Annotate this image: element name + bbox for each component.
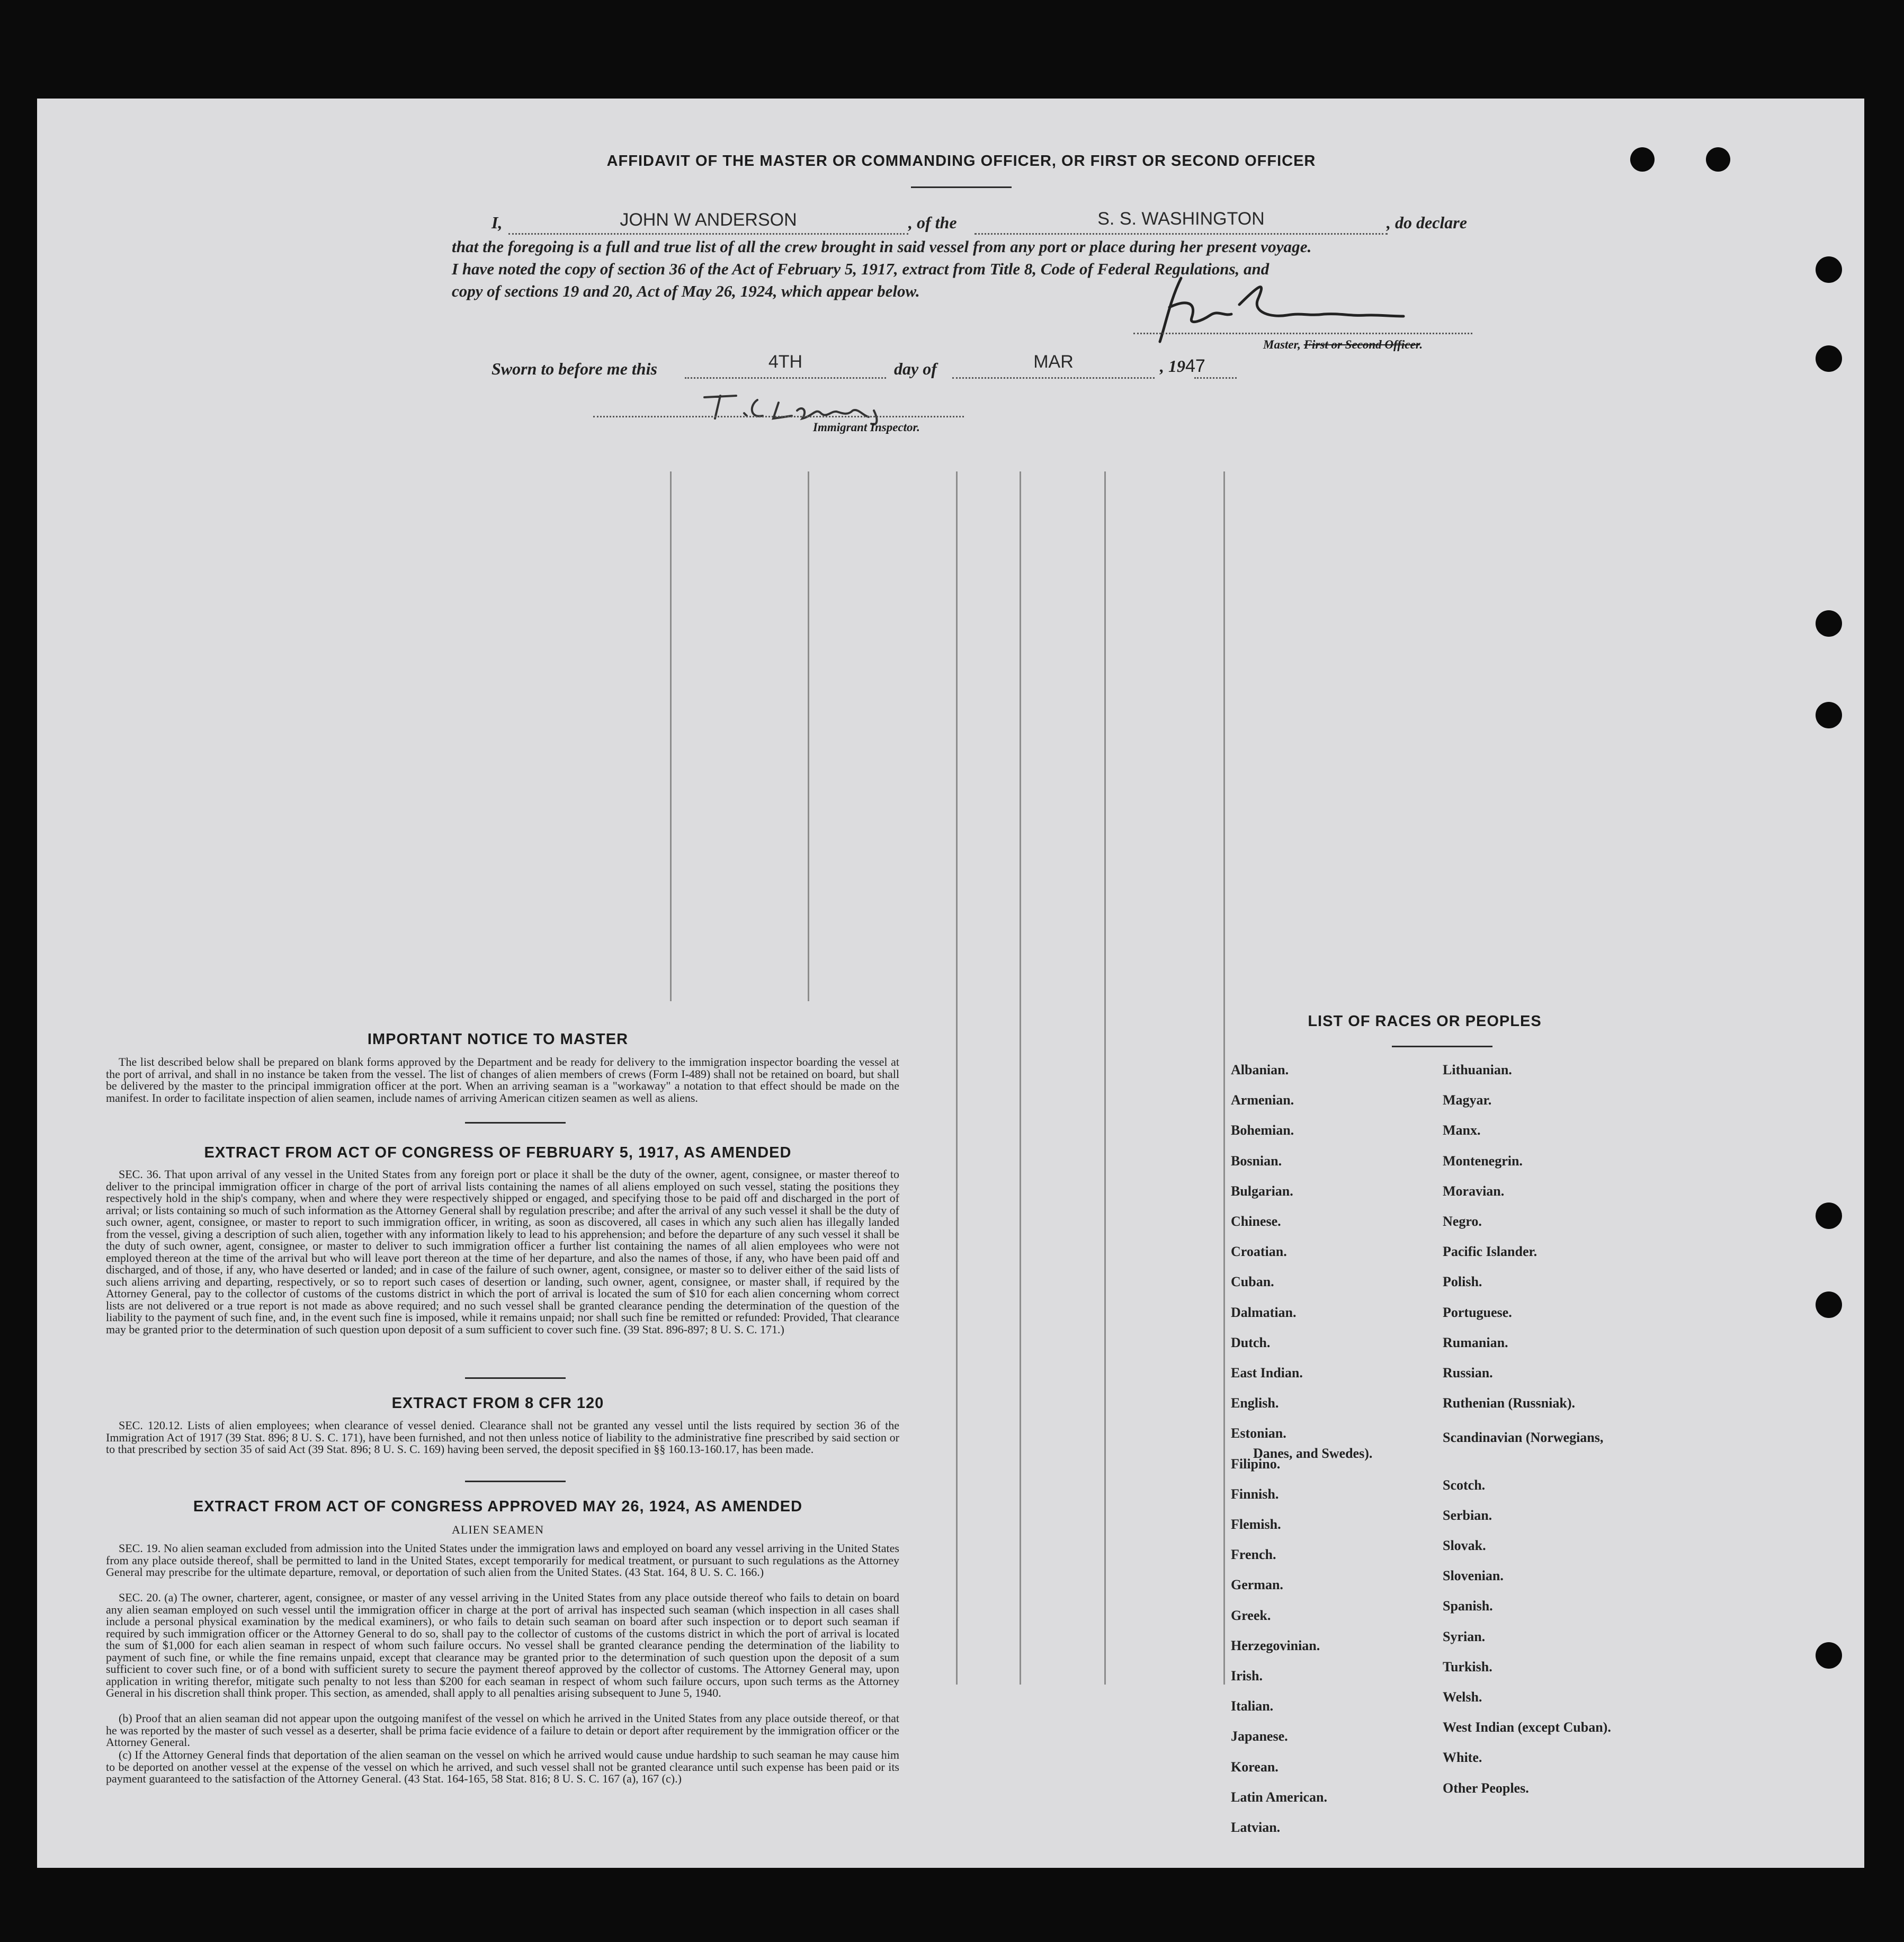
race-item: West Indian (except Cuban). bbox=[1443, 1720, 1611, 1735]
year-prefix: , 19 bbox=[1160, 357, 1185, 376]
race-item: Slovenian. bbox=[1443, 1568, 1504, 1584]
year-suffix: 47 bbox=[1185, 356, 1205, 376]
race-item: Welsh. bbox=[1443, 1689, 1482, 1705]
race-item: Latin American. bbox=[1231, 1789, 1327, 1805]
sworn-month-line bbox=[952, 377, 1155, 379]
race-item: Finnish. bbox=[1231, 1486, 1279, 1502]
extract-1917-title: EXTRACT FROM ACT OF CONGRESS OF FEBRUARY 5, 1917, AS AMENDED bbox=[204, 1144, 792, 1161]
column-rule bbox=[808, 471, 809, 1001]
signature-line bbox=[1133, 333, 1472, 334]
master-name-line bbox=[508, 233, 908, 235]
race-item: Croatian. bbox=[1231, 1244, 1287, 1260]
section-divider bbox=[465, 1377, 566, 1379]
role-master: Master, bbox=[1263, 338, 1301, 351]
race-item: Japanese. bbox=[1231, 1729, 1288, 1744]
master-signature bbox=[1139, 268, 1414, 347]
column-rule bbox=[1020, 471, 1021, 1685]
race-item: Moravian. bbox=[1443, 1183, 1505, 1199]
punch-hole bbox=[1816, 1642, 1842, 1669]
races-title: LIST OF RACES OR PEOPLES bbox=[1308, 1013, 1542, 1030]
notice-title: IMPORTANT NOTICE TO MASTER bbox=[367, 1031, 629, 1048]
role-struck-officer: First or Second Officer bbox=[1303, 338, 1420, 351]
race-item: Estonian. bbox=[1231, 1426, 1286, 1441]
race-item: Manx. bbox=[1443, 1123, 1481, 1138]
race-item: Serbian. bbox=[1443, 1507, 1492, 1523]
race-item: White. bbox=[1443, 1750, 1482, 1766]
sworn-month: MAR bbox=[1033, 352, 1074, 372]
master-name: JOHN W ANDERSON bbox=[620, 210, 797, 230]
punch-hole bbox=[1816, 1202, 1842, 1229]
extract-1924-sec19: SEC. 19. No alien seaman excluded from admission into the United States under the immigration laws and employed on board any vessel arriving in the United States from any place outside thereof, shall be permitted to land in the United States, except temporarily for medical treatment, or pursuant to such regulations as the Attorney General may prescribe for the ultimate departure, removal, or deportation of such alien from the United States. (43 Stat. 164, 8 U. S. C. 166.) bbox=[106, 1542, 899, 1579]
race-item: Herzegovinian. bbox=[1231, 1637, 1320, 1653]
race-item: Ruthenian (Russniak). bbox=[1443, 1395, 1575, 1411]
extract-1917-text: SEC. 36. That upon arrival of any vessel in the United States from any foreign port or place it shall be the duty of the owner, agent, consignee, or master thereof to deliver to the principal immigration officer in charge of the port of arrival lists containing the names of all aliens employed on such vessel, stating the positions they respectively hold in the ship's company, when and where they were respectively shipped or engaged, and specifying those to be paid off and discharged in the port of arrival; or lists containing so much of such information as the Attorney General shall by regulation prescribe; and after the arrival of any such vessel it shall be the duty of such owner, agent, consignee, or master to report to such immigration officer, in writing, as soon as discovered, all cases in which any such alien has illegally landed from the vessel, giving a description of such alien, together with any information likely to lead to his apprehension; and before the departure of any such vessel it shall be the duty of such owner, agent, consignee, or master to deliver to such immigration officer a further list containing the names of all alien employees who were not employed thereon at the time of the arrival but who will leave port thereon at the time of her departure, and also the names of those, if any, who have been paid off and discharged, and of those, if any, who have deserted or landed; and in case of the failure of such owner, agent, consignee, or master so to deliver either of the said lists of such aliens arriving and departing, respectively, or so to report such cases of desertion or landing, such owner, agent, consignee, or master shall, if required by the Attorney General, pay to the collector of customs of the customs district in which the port of arrival is located the sum of $10 for each alien concerning whom correct lists are not delivered or a true report is not made as above required; and no such vessel shall be granted clearance pending the determination of the question of the liability to the payment of such fine, and, in the event such fine is imposed, while it remains unpaid; nor shall such fine be remitted or refunded: Provided, That clearance may be granted prior to the determination of such question upon deposit of a sum sufficient to cover such fine. (39 Stat. 896-897; 8 U. S. C. 171.) bbox=[106, 1168, 899, 1336]
year-line bbox=[1194, 377, 1237, 379]
extract-1924-sec20b: (b) Proof that an alien seaman did not appear upon the outgoing manifest of the vessel on which he arrived in the United States from any place outside thereof, or that he was reported by the master of such vessel as a deserter, shall be prima facie evidence of a failure to detain or deport after requirement by the immigration officer or the Attorney General. bbox=[106, 1712, 899, 1749]
punch-hole bbox=[1816, 702, 1842, 728]
section-divider bbox=[465, 1122, 566, 1124]
race-item: Spanish. bbox=[1443, 1598, 1493, 1614]
race-item: Bosnian. bbox=[1231, 1153, 1282, 1169]
vessel-name-line bbox=[975, 233, 1388, 235]
sworn-year bbox=[1160, 356, 1205, 377]
race-item: Pacific Islander. bbox=[1443, 1244, 1537, 1260]
extract-1924-sec20c: (c) If the Attorney General finds that deportation of the alien seaman on the vessel on which he arrived would cause undue hardship to such seaman he may cause him to be deported on another vessel at the expense of the vessel on which he arrived, and such vessel shall not be granted clearance until such expense has been paid or its payment guaranteed to the satisfaction of the Attorney General. (43 Stat. 164-165, 58 Stat. 816; 8 U. S. C. 167 (a), 167 (c).) bbox=[106, 1748, 899, 1785]
races-divider bbox=[1392, 1046, 1492, 1047]
race-item: Filipino. bbox=[1231, 1456, 1281, 1472]
race-item: Turkish. bbox=[1443, 1659, 1492, 1674]
affidavit-body-line-3: copy of sections 19 and 20, Act of May 26, 1924, which appear below. bbox=[452, 282, 920, 300]
punch-hole bbox=[1816, 345, 1842, 372]
punch-hole bbox=[1816, 610, 1842, 637]
extract-cfr-title: EXTRACT FROM 8 CFR 120 bbox=[391, 1395, 604, 1412]
title-divider bbox=[911, 186, 1012, 188]
race-item: Other Peoples. bbox=[1443, 1780, 1529, 1796]
extract-1924-subtitle: ALIEN SEAMEN bbox=[452, 1523, 544, 1536]
punch-hole bbox=[1706, 147, 1730, 172]
extract-1924-sec20a: SEC. 20. (a) The owner, charterer, agent, consignee, or master of any vessel arriving in the United States from any place outside thereof who fails to detain on board any alien seaman employed on such vessel until the immigration officer in charge at the port of arrival has inspected such seaman (which inspection in all cases shall include a personal physical examination by the medical examiners), or who fails to detain such seaman on board after such inspection or to deport such seaman if required by such immigration officer or the Attorney General to do so, shall pay to the collector of customs of the customs district in which the port of arrival is located the sum of $1,000 for each alien seaman in respect of whom such failure occurs. No vessel shall be granted clearance pending the determination of the liability to payment of such fine, or while the fine remains unpaid, except that clearance may be granted prior to the determination of such question upon the deposit of a sum sufficient to cover such fine, or of a bond with sufficient surety to secure the payment thereof approved by the collector of customs. The Attorney General may, upon application in writing therefor, mitigate such penalty to not less than $200 for each seaman in respect of whom such failure occurs, upon such terms as the Attorney General in his discretion shall think proper. This section, as amended, shall apply to all penalties arising subsequent to June 5, 1940. bbox=[106, 1591, 899, 1699]
race-item: Scotch. bbox=[1443, 1477, 1486, 1493]
race-item: Albanian. bbox=[1231, 1062, 1289, 1077]
inspector-line bbox=[593, 416, 964, 417]
race-item: Chinese. bbox=[1231, 1214, 1281, 1229]
race-item: Danes, and Swedes). bbox=[1253, 1446, 1373, 1462]
vessel-name: S. S. WASHINGTON bbox=[1097, 209, 1265, 229]
race-item: Korean. bbox=[1231, 1759, 1279, 1775]
column-rule bbox=[670, 471, 672, 1001]
column-rule bbox=[956, 471, 958, 1685]
punch-hole bbox=[1816, 256, 1842, 283]
race-item: Italian. bbox=[1231, 1698, 1274, 1714]
race-item: Armenian. bbox=[1231, 1092, 1294, 1108]
race-item: Russian. bbox=[1443, 1365, 1493, 1380]
section-divider bbox=[465, 1481, 566, 1482]
race-item: Cuban. bbox=[1231, 1274, 1274, 1290]
extract-cfr-text: SEC. 120.12. Lists of alien employees; when clearance of vessel denied. Clearance shall not be granted any vessel until the lists required by section 36 of the Immigration Act of 1917 (39 Stat. 896; 8 U. S. C. 171), have been furnished, and not then unless notice of liability to the administrative fine prescribed by said section or to that prescribed by section 35 of said Act (39 Stat. 896; 8 U. S. C. 169) having been served, the deposit specified in §§ 160.13-160.17, has been made. bbox=[106, 1419, 899, 1456]
race-item: French. bbox=[1231, 1547, 1276, 1563]
day-of-label: day of bbox=[894, 359, 937, 378]
race-item: Bulgarian. bbox=[1231, 1183, 1293, 1199]
race-item: Portuguese. bbox=[1443, 1304, 1512, 1320]
race-item: East Indian. bbox=[1231, 1365, 1303, 1380]
race-item: Dutch. bbox=[1231, 1334, 1271, 1350]
column-rule bbox=[1104, 471, 1106, 1685]
role-period: . bbox=[1419, 338, 1423, 351]
sworn-day-line bbox=[685, 377, 886, 379]
race-item: Syrian. bbox=[1443, 1628, 1486, 1644]
race-item: Polish. bbox=[1443, 1274, 1482, 1290]
sworn-label: Sworn to before me this bbox=[491, 359, 657, 378]
race-item: Lithuanian. bbox=[1443, 1062, 1512, 1077]
of-the-label: , of the bbox=[908, 213, 957, 232]
inspector-label: Immigrant Inspector. bbox=[813, 421, 920, 434]
race-item: German. bbox=[1231, 1577, 1283, 1593]
race-item: Flemish. bbox=[1231, 1517, 1281, 1532]
race-item: Latvian. bbox=[1231, 1820, 1281, 1835]
punch-hole bbox=[1816, 1291, 1842, 1318]
race-item: Bohemian. bbox=[1231, 1123, 1294, 1138]
affidavit-body-line-1: that the foregoing is a full and true list of all the crew brought in said vessel from any port or place during her present voyage. bbox=[452, 237, 1312, 256]
race-item: Rumanian. bbox=[1443, 1334, 1508, 1350]
race-item: Greek. bbox=[1231, 1607, 1271, 1623]
race-item: Irish. bbox=[1231, 1668, 1263, 1683]
declarant-label: I, bbox=[491, 213, 503, 232]
affidavit-body-line-2: I have noted the copy of section 36 of the Act of February 5, 1917, extract from Title 8, Code of Federal Regulations, and bbox=[452, 260, 1270, 278]
column-rule bbox=[1223, 471, 1225, 1685]
race-item: Magyar. bbox=[1443, 1092, 1492, 1108]
race-item: Scandinavian (Norwegians, bbox=[1443, 1430, 1604, 1446]
race-item: Dalmatian. bbox=[1231, 1304, 1297, 1320]
sworn-day: 4TH bbox=[768, 352, 803, 372]
do-declare-label: , do declare bbox=[1387, 213, 1467, 232]
race-item: Montenegrin. bbox=[1443, 1153, 1523, 1169]
race-item: Negro. bbox=[1443, 1214, 1482, 1229]
affidavit-title: AFFIDAVIT OF THE MASTER OR COMMANDING OFFICER, OR FIRST OR SECOND OFFICER bbox=[606, 153, 1316, 170]
punch-hole bbox=[1630, 147, 1655, 172]
race-item: Slovak. bbox=[1443, 1538, 1486, 1553]
race-item: English. bbox=[1231, 1395, 1279, 1411]
signature-role bbox=[1263, 338, 1423, 352]
notice-text: The list described below shall be prepared on blank forms approved by the Department and be ready for delivery to the immigration inspector boarding the vessel at the port of arrival, and shall in no instance be taken from the vessel. The list of changes of alien members of crews (Form I-489) shall not be retained on board, but shall be delivered by the master to the principal immigration officer at the port. When an arriving seaman is a "workaway" a notation to that effect should be made on the manifest. In order to facilitate inspection of alien seamen, include names of arriving American citizen seamen as well as aliens. bbox=[106, 1055, 899, 1104]
extract-1924-title: EXTRACT FROM ACT OF CONGRESS APPROVED MAY 26, 1924, AS AMENDED bbox=[193, 1498, 803, 1515]
